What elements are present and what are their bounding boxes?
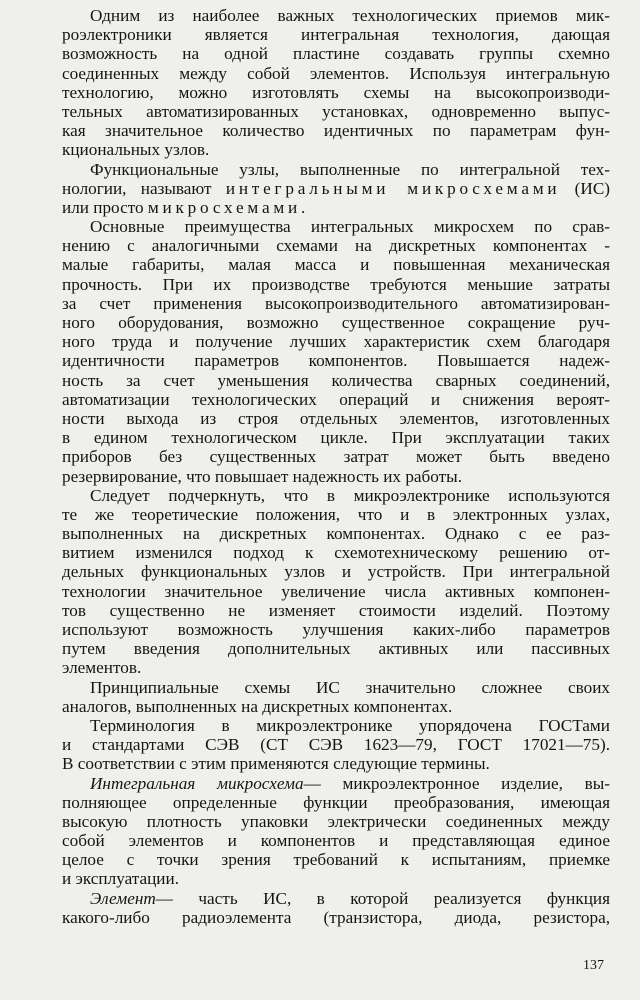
text-run: тов существенно не изменяет стоимости изделий. Поэтому [62,600,610,620]
text-run: элементов. [62,658,142,678]
text-run: приборов без существенных затрат может быть введено [62,447,610,467]
text-run: — часть ИС, в которой реализуется функция [155,888,610,908]
text-line [62,371,610,390]
text-line [62,44,610,63]
text-run: используют возможность улучшения каких-либо параметров [62,620,610,639]
term-spaced: микросхемами [147,197,301,217]
text-run: ного оборудования, возможно существенное сокращение руч- [62,313,610,332]
text-run: тельных автоматизированных установках, одновременно выпус- [62,101,610,121]
text-line [62,83,610,102]
text-line [62,275,610,294]
text-line [62,198,610,217]
text-line [62,562,610,581]
text-line [62,255,610,274]
text-run: за счет применения высокопроизводительного автоматизирован- [62,293,610,313]
text-line [62,447,610,466]
text-run: кая значительное количество идентичных по параметрам фун- [62,121,610,141]
text-line [62,812,610,831]
text-line [62,524,610,543]
text-line [62,543,610,562]
text-run: — микроэлектронное изделие, вы- [303,773,610,793]
text-run: нению с аналогичными схемами на дискретных компонентах - [62,236,610,256]
text-line [62,716,610,735]
text-run: и эксплуатации. [62,869,179,889]
text-line [62,908,610,927]
text-run: высокую плотность упаковки электрически соединенных между [62,811,610,831]
text-run: те же теоретические положения, что и в электронных узлах, [62,504,610,524]
text-run: кциональных узлов. [62,140,210,160]
text-run: Основные преимущества интегральных микросхем по срав- [90,217,610,237]
text-run: (ИС) [560,178,610,198]
text-run: ность за счет уменьшения количества сварных соединений, [62,370,610,390]
text-run: целое с точки зрения требований к испытаниям, приемке [62,850,610,870]
text-line [62,582,610,601]
text-line [62,467,610,486]
text-run: Функциональные узлы, выполненные по интегральной тех- [90,159,610,179]
text-line [62,889,610,908]
text-run: технологии значительное увеличение числа активных компонен- [62,581,610,601]
text-line [62,601,610,620]
text-run: технологию, можно изготовлять схемы на высокопроизводи- [62,82,610,102]
text-line [62,620,610,639]
text-line [62,697,610,716]
text-line [62,236,610,255]
text-run: какого-либо радиоэлемента (транзистора, диода, резистора, [62,907,610,927]
text-line [62,428,610,447]
text-run: малые габариты, малая масса и повышенная механическая [62,255,610,275]
text-run: нологии, называют [62,178,226,198]
text-run: аналогов, выполненных на дискретных компонентах. [62,696,453,716]
text-run: возможность на одной пластине создавать группы схемно [62,44,610,64]
text-run: собой элементов и компонентов и представляющая единое [62,831,610,851]
page-number: 137 [583,958,604,973]
page-text-column [62,6,610,927]
text-run: автоматизации технологических операций и снижения вероят- [62,389,610,409]
text-line [62,217,610,236]
text-line [62,25,610,44]
term-italic: Интегральная микросхема [90,773,304,793]
text-run: Принципиальные схемы ИС значительно сложнее своих [90,677,610,697]
text-run: и стандартами СЭВ (СТ СЭВ 1623—79, ГОСТ 17021—75). [62,735,610,755]
text-line [62,735,610,754]
text-line [62,409,610,428]
text-line [62,351,610,370]
text-line [62,160,610,179]
text-line [62,332,610,351]
text-line [62,658,610,677]
text-run: ного труда и получение лучших характеристик схем благодаря [62,332,610,352]
text-line [62,793,610,812]
text-line [62,639,610,658]
text-line [62,6,610,25]
text-run: роэлектроники является интегральная технология, дающая [62,25,610,45]
text-line [62,486,610,505]
text-line [62,140,610,159]
text-run: путем введения дополнительных активных или пассивных [62,639,610,659]
text-run: или просто [62,197,148,217]
text-run: выполненных на дискретных компонентах. Однако с ее раз- [62,524,610,544]
text-run: прочность. При их производстве требуются меньшие затраты [62,274,610,294]
text-line [62,774,610,793]
term-italic: Элемент [90,888,156,908]
term-spaced: интегральными микросхемами [225,178,561,198]
text-line [62,390,610,409]
text-run: в едином технологическом цикле. При эксплуатации таких [62,428,610,448]
text-run: полняющее определенные функции преобразования, имеющая [62,792,610,812]
text-line [62,179,610,198]
text-line [62,121,610,140]
text-line [62,102,610,121]
text-run: идентичности параметров компонентов. Повышается надеж- [62,351,610,371]
text-line [62,678,610,697]
text-run: Терминология в микроэлектронике упорядочена ГОСТами [90,715,610,735]
text-run: резервирование, что повышает надежность их работы. [62,466,463,486]
text-line [62,869,610,888]
text-run: Одним из наиболее важных технологических приемов мик- [90,6,610,25]
text-line [62,64,610,83]
text-line [62,754,610,773]
text-line [62,294,610,313]
text-line [62,313,610,332]
text-run: дельных функциональных узлов и устройств. При интегральной [62,562,610,582]
text-run: Следует подчеркнуть, что в микроэлектронике используются [90,485,610,505]
text-run: ности выхода из строя отдельных элементов, изготовленных [62,408,610,428]
text-run: витием изменился подход к схемотехническому решению от- [62,543,610,563]
text-line [62,505,610,524]
text-run: В соответствии с этим применяются следующие термины. [62,754,490,774]
text-run: соединенных между собой элементов. Используя интегральную [62,63,610,83]
text-line [62,850,610,869]
text-run: . [301,197,306,217]
text-line [62,831,610,850]
